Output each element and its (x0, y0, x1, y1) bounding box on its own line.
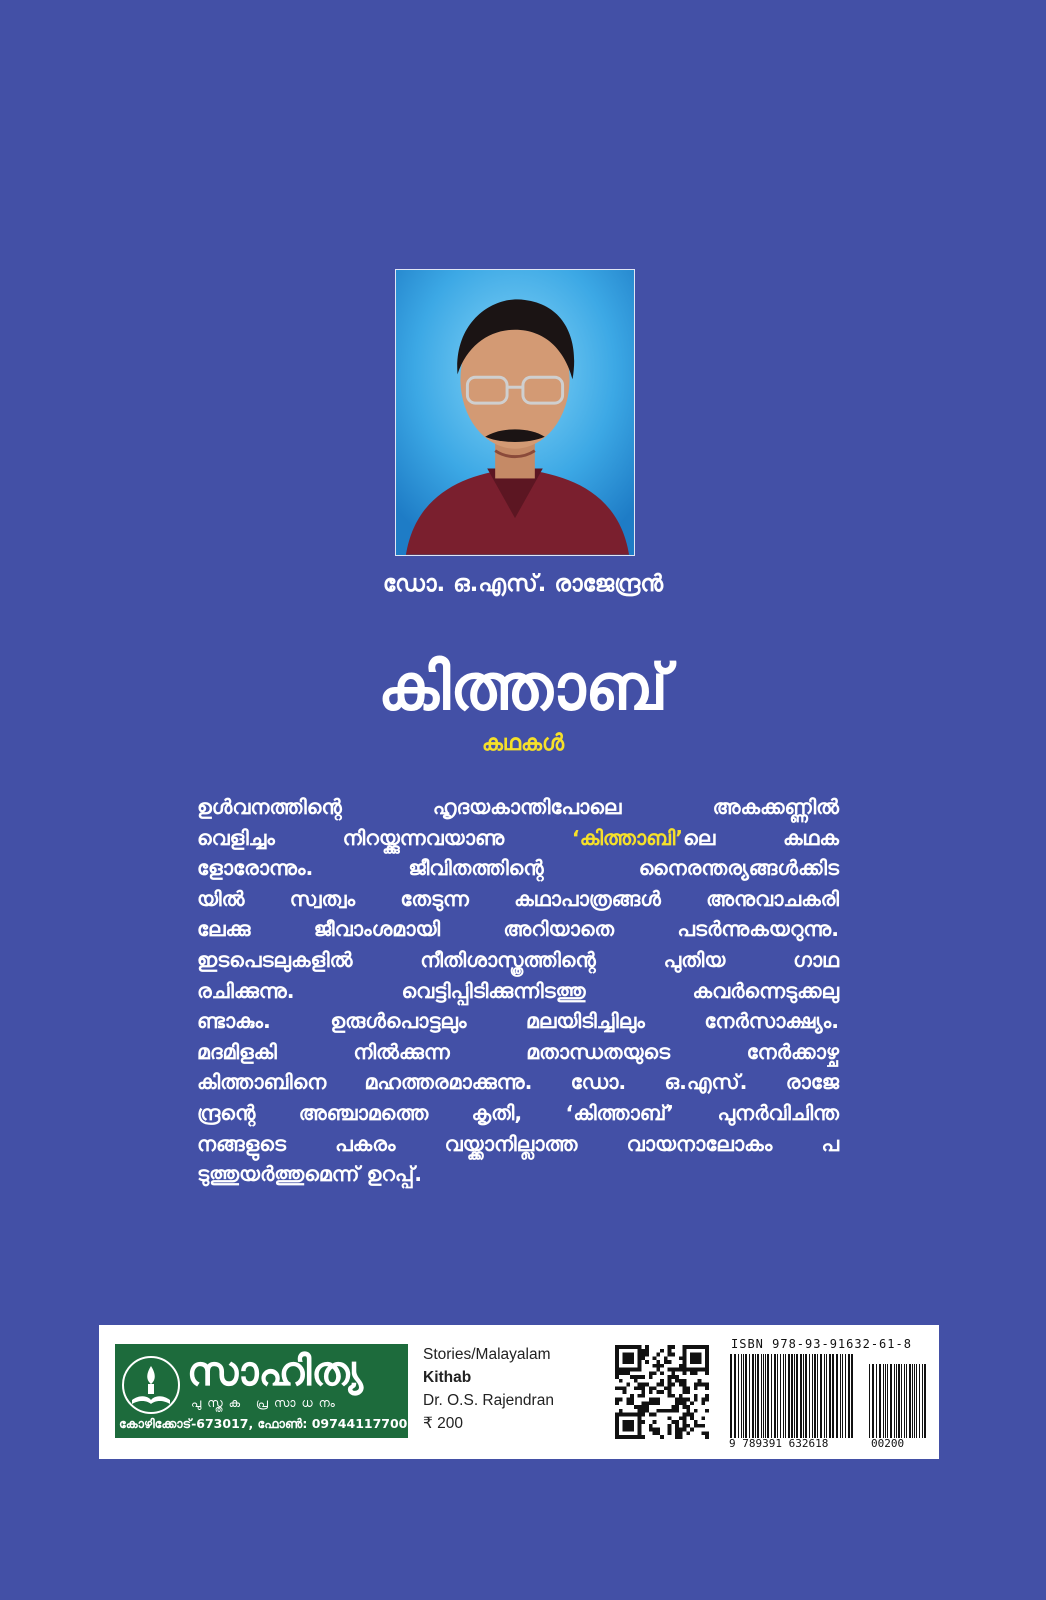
book-title-english: Kithab (423, 1369, 472, 1386)
blurb-line: ഇടപെടലുകളിൽ നീതിശാസ്ത്രത്തിന്റെ പുതിയ ഗാഥ (197, 947, 839, 972)
blurb-line: ലേക്കു ജീവാംശമായി അറിയാതെ പടർന്നുകയറുന്നു. (197, 917, 839, 942)
blurb-line: കിത്താബിനെ മഹത്തരമാക്കുന്നു. ഡോ. ഒ.എസ്. രാജേ (197, 1070, 839, 1095)
blurb-line: ളോരോന്നും. ജീവിതത്തിന്റെ നൈരന്തര്യങ്ങൾക്കിട (197, 856, 839, 881)
publisher-name: സാഹിത്യ (187, 1349, 364, 1395)
book-author-english: Dr. O.S. Rajendran (423, 1392, 554, 1409)
isbn-barcode (729, 1354, 855, 1438)
book-info (423, 1343, 554, 1435)
publisher-footer (99, 1325, 939, 1459)
publisher-tagline: പുസ്തക പ്രസാധനം (191, 1396, 341, 1410)
blurb-line: ന്ദ്രന്റെ അഞ്ചാമത്തെ കൃതി, ‘കിത്താബ്’ പുനർവിചിന്ത (197, 1100, 839, 1125)
addon-digits: 00200 (871, 1437, 905, 1450)
blurb-line: ഉൾവനത്തിന്റെ ഹൃദയകാന്തിപോലെ അകക്കണ്ണിൽ (197, 795, 839, 819)
blurb-line: രചിക്കുന്നു. വെട്ടിപ്പിടിക്കുന്നിടത്തു കവർന്നെടുക്കലു (197, 978, 839, 1003)
author-portrait-image (396, 270, 634, 555)
blurb-line: ണ്ടാകും. ഉരുൾപൊട്ടലും മലയിടിച്ചിലും നേർസാക്ഷ്യം. (197, 1009, 839, 1034)
author-name-malayalam: ഡോ. ഒ.എസ്. രാജേന്ദ്രൻ (382, 571, 664, 597)
blurb-line: വെളിച്ചം നിറയ്ക്കുന്നവയാണു ‘കിത്താബി’ലെ കഥക (197, 825, 839, 850)
book-category: Stories/Malayalam (423, 1346, 551, 1363)
blurb-line: നങ്ങളുടെ പകരം വയ്ക്കാനില്ലാത്ത വായനാലോകം പ (197, 1131, 839, 1156)
book-genre: കഥകൾ (481, 731, 565, 756)
blurb-paragraph (197, 792, 839, 1190)
publisher-address: കോഴിക്കോട്-673017, ഫോൺ: 09744117700 (119, 1416, 408, 1431)
publisher-logo (115, 1344, 408, 1438)
qr-code-icon (615, 1345, 709, 1439)
blurb-line: ടുത്തുയർത്തുമെന്ന് ഉറപ്പ്. (197, 1162, 423, 1187)
book-price: ₹ 200 (423, 1415, 464, 1432)
lamp-book-emblem-icon (120, 1354, 182, 1416)
book-title: കിത്താബ് (377, 650, 669, 725)
blurb-line: മദമിളകി നിൽക്കുന്ന മതാന്ധതയുടെ നേർക്കാഴ്ച (197, 1039, 839, 1064)
blurb-line: യിൽ സ്വത്വം തേടുന്ന കഥാപാത്രങ്ങൾ അനുവാചകരി (197, 886, 839, 911)
isbn-label: ISBN 978-93-91632-61-8 (731, 1337, 912, 1351)
highlighted-title: ‘കിത്താബി’ (571, 825, 684, 850)
barcode-digits: 9 789391 632618 (729, 1437, 829, 1450)
author-photo (395, 269, 635, 556)
price-addon-barcode (868, 1364, 926, 1438)
